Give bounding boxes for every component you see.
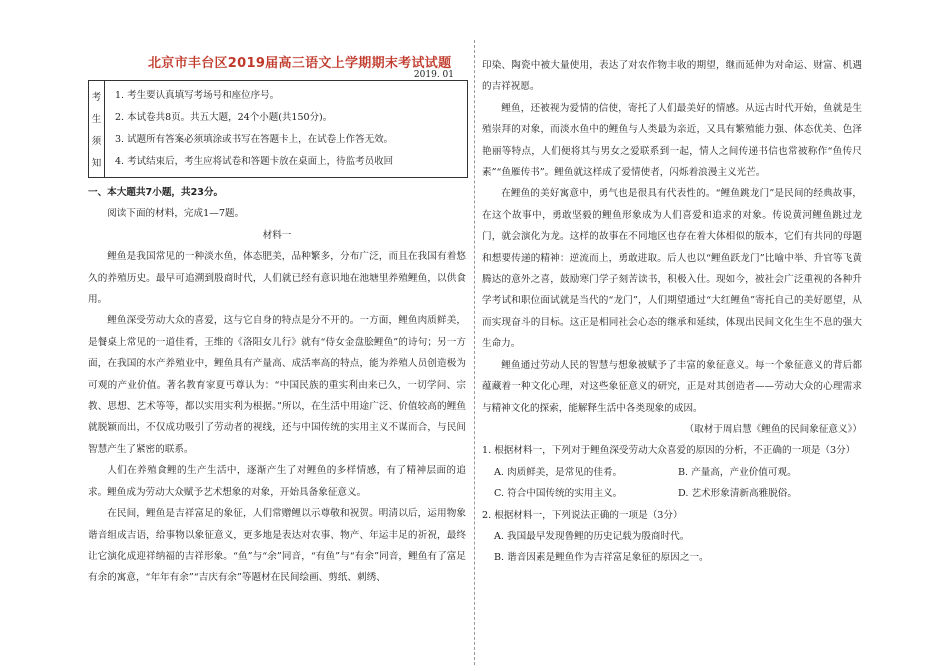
paragraph: 在鲤鱼的美好寓意中，勇气也是很具有代表性的。“鲤鱼跳龙门”是民间的经典故事，在这个故事中，勇敢坚毅的鲤鱼形象成为人们喜爱和追求的对象。传说黄河鲤鱼跳过龙门，就会演化为龙。这样的故事在不同地区也存在着大体相似的版本，它们有共同的母题和想要传递的精神：逆流而上，勇敢进取。后人也以“鲤鱼跃龙门”比喻中举、升官等飞黄腾达的意外之喜，鼓励寒门学子刻苦读书，积极入仕。现如今，被社会广泛重视的各种升学考试和职位面试就是当代的“龙门”，人们期望通过“大红鲤鱼”寄托自己的美好愿望，从而实现奋斗的目标。这正是相同社会心态的继承和延续，体现出民间文化生生不息的强大生命力。 xyxy=(482,188,862,350)
left-body xyxy=(88,182,466,589)
candidate-notice-box xyxy=(88,80,468,178)
notice-side-char: 生 xyxy=(91,114,102,125)
question-1-stem: 1. 根据材料一，下列对于鲤鱼深受劳动大众喜爱的原因的分析，不正确的一项是（3分） xyxy=(482,445,856,457)
source-citation: （取材于周启慧《鲤鱼的民间象征意义》） xyxy=(684,423,862,435)
right-body xyxy=(482,55,862,569)
section-heading: 一、本大题共7小题，共23分。 xyxy=(88,187,224,198)
question-2-stem: 2. 根据材料一，下列说法正确的一项是（3分） xyxy=(482,509,683,521)
notice-side-char: 须 xyxy=(91,136,102,147)
material-title: 材料一 xyxy=(262,229,292,241)
option-d: D. 艺术形象清新高雅脱俗。 xyxy=(678,488,797,500)
notice-items xyxy=(115,85,461,173)
question-2-option-row xyxy=(482,526,862,547)
notice-side-char: 知 xyxy=(91,158,102,169)
notice-side-char: 考 xyxy=(91,92,102,103)
question-2-option-row xyxy=(482,547,862,568)
question-1-options-row xyxy=(482,462,862,483)
option-b: B. 谐音因素是鲤鱼作为吉祥富足象征的原因之一。 xyxy=(494,552,709,564)
section-instruction: 阅读下面的材料，完成1—7题。 xyxy=(107,208,245,220)
option-c: C. 符合中国传统的实用主义。 xyxy=(494,488,623,500)
option-a: A. 肉质鲜美，是常见的佳肴。 xyxy=(494,466,623,478)
paragraph: 鲤鱼是我国常见的一种淡水鱼，体态肥美，品种繁多，分布广泛，而且在我国有着悠久的养殖历史。最早可追溯到殷商时代，人们就已经有意识地在池塘里养殖鲤鱼，以供食用。 xyxy=(88,251,466,306)
column-divider xyxy=(474,40,475,665)
notice-item: 3. 试题所有答案必须填涂或书写在答题卡上，在试卷上作答无效。 xyxy=(115,134,394,145)
notice-item: 2. 本试卷共8页。共五大题，24个小题(共150分)。 xyxy=(115,112,333,123)
exam-title: 北京市丰台区2019届高三语文上学期期末考试试题 xyxy=(148,56,452,71)
notice-side-label xyxy=(89,81,105,177)
paragraph: 鲤鱼通过劳动人民的智慧与想象被赋予了丰富的象征意义。每一个象征意义的背后都蕴藏着一种文化心理，对这些象征意义的研究，正是对其创造者——劳动大众的心理需求与精神文化的探索，能解释生活中各类现象的成因。 xyxy=(482,359,862,414)
option-b: B. 产量高，产业价值可观。 xyxy=(678,466,797,478)
left-column xyxy=(88,0,466,671)
paragraph: 鲤鱼深受劳动大众的喜爱，这与它自身的特点是分不开的。一方面，鲤鱼肉质鲜美，是餐桌上常见的一道佳肴，王维的《洛阳女儿行》就有“侍女金盘脍鲤鱼”的诗句；另一方面，在我国的水产养殖业中，鲤鱼具有产量高、成活率高的特点，能为养殖人员创造极为可观的产业价值。著名教育家夏丐尊认为：“中国民族的重实利由来已久，一切学问、宗教、思想、艺术等等，都以实用实利为根据。”所以，在生活中用途广泛、价值较高的鲤鱼就脱颖而出，不仅成功吸引了劳动者的视线，还与中国传统的实用主义不谋而合，与民间智慧产生了紧密的联系。 xyxy=(88,315,466,455)
paragraph: 人们在养殖食鲤的生产生活中，逐渐产生了对鲤鱼的多样情感，有了精神层面的追求。鲤鱼成为劳动大众赋予艺术想象的对象，开始具备象征意义。 xyxy=(88,465,466,498)
notice-item: 1. 考生要认真填写考场号和座位序号。 xyxy=(115,90,280,101)
question-1-options-row xyxy=(482,483,862,504)
notice-item: 4. 考试结束后，考生应将试卷和答题卡放在桌面上，待监考员收回 xyxy=(115,156,394,167)
paragraph-continued: 印染、陶瓷中被大量使用，表达了对农作物丰收的期望，继而延伸为对命运、财富、机遇的吉祥祝愿。 xyxy=(482,60,862,93)
paragraph: 在民间，鲤鱼是吉祥富足的象征，人们常赠鲤以示尊敬和祝贺。明清以后，运用物象谐音组成吉语，给事物以象征意义，更多地是表达对农事、物产、年运丰足的祈祝，最终让它演化成迎祥纳福的吉祥形象。“鱼”与“余”同音，“有鱼”与“有余”同音，鲤鱼有了富足有余的寓意，“年年有余”“吉庆有余”等题材在民间绘画、剪纸、刺绣、 xyxy=(88,508,466,584)
exam-date: 2019. 01 xyxy=(413,70,454,80)
right-column xyxy=(482,0,862,671)
paragraph: 鲤鱼，还被视为爱情的信使，寄托了人们最美好的情感。从远古时代开始，鱼就是生殖崇拜的对象，而淡水鱼中的鲤鱼与人类最为亲近，又具有繁殖能力强、体态优美、色泽艳丽等特点，人们便将其与男女之爱联系到一起，情人之间传递书信也常被称作“鱼传尺素”“鱼雁传书”。鲤鱼就这样成了爱情使者，闪烁着浪漫主义光芒。 xyxy=(482,102,862,179)
option-a: A. 我国最早发现鲁鲤的历史记载为殷商时代。 xyxy=(494,530,690,542)
